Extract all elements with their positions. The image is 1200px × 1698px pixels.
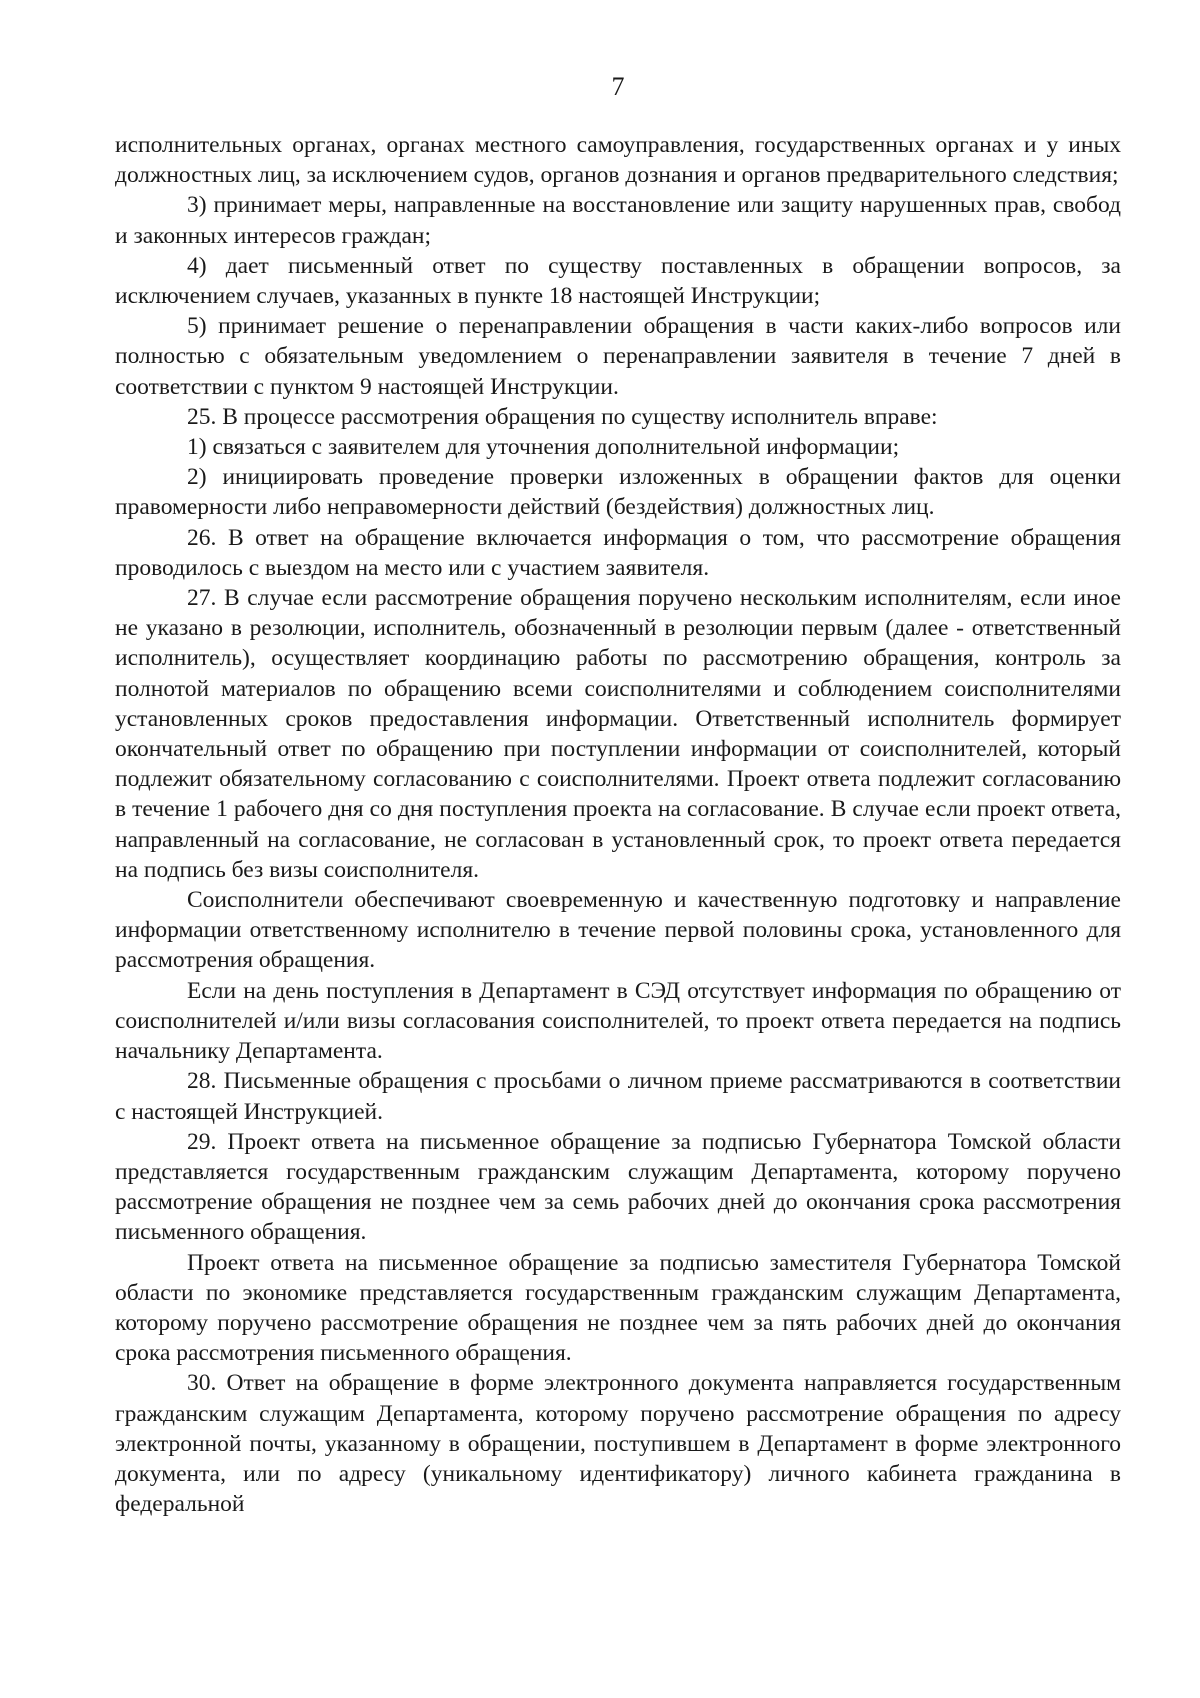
paragraph-clause-25-item-1: 1) связаться с заявителем для уточнения дополнительной информации;	[187, 434, 900, 461]
paragraph-clause-30: 30. Ответ на обращение в форме электронного документа направляется государственным гражданским служащим Департамента, которому поручено рассмотрение обращения по адресу электронной почты, указанному в обращении, поступившем в Департамент в форме электронного документа, или по адресу (уникальному идентификатору) личного кабинета гражданина в федеральной	[115, 1370, 1121, 1518]
paragraph-clause-25: 25. В процессе рассмотрения обращения по существу исполнитель вправе:	[187, 403, 938, 430]
paragraph-clause-28: 28. Письменные обращения с просьбами о личном приеме рассматриваются в соответствии с настоящей Инструкцией.	[115, 1068, 1121, 1125]
paragraph-clause-25-item-2: 2) инициировать проведение проверки изложенных в обращении фактов для оценки правомерности либо неправомерности действий (бездействия) должностных лиц.	[115, 464, 1121, 521]
paragraph-item-4: 4) дает письменный ответ по существу поставленных в обращении вопросов, за исключением случаев, указанных в пункте 18 настоящей Инструкции;	[115, 252, 1121, 310]
paragraph-clause-29: 29. Проект ответа на письменное обращение за подписью Губернатора Томской области представляется государственным гражданским служащим Департамента, которому поручено рассмотрение обращения не позднее чем за семь рабочих дней до окончания срока рассмотрения письменного обращения.	[115, 1128, 1121, 1246]
paragraph-continuation: исполнительных органах, органах местного самоуправления, государственных органах и у иных должностных лиц, за исключением судов, органов дознания и органов предварительного следствия;	[115, 132, 1121, 189]
paragraph-item-5: 5) принимает решение о перенаправлении обращения в части каких-либо вопросов или полностью с обязательным уведомлением о перенаправлении заявителя в течение 7 дней в соответствии с пунктом 9 настоящей Инструкции.	[115, 313, 1121, 400]
paragraph-clause-26: 26. В ответ на обращение включается информация о том, что рассмотрение обращения проводилось с выездом на место или с участием заявителя.	[115, 524, 1121, 581]
paragraph-clause-27: 27. В случае если рассмотрение обращения поручено нескольким исполнителям, если иное не указано в резолюции, исполнитель, обозначенный в резолюции первым (далее - ответственный исполнитель), осуществляет координацию работы по рассмотрению обращения, контроль за полнотой материалов по обращению всеми соисполнителями и соблюдением соисполнителями установленных сроков предоставления информации. Ответственный исполнитель формирует окончательный ответ по обращению при поступлении информации от соисполнителей, который подлежит обязательному согласованию с соисполнителями. Проект ответа подлежит согласованию в течение 1 рабочего дня со дня поступления проекта на согласование. В случае если проект ответа, направленный на согласование, не согласован в установленный срок, то проект ответа передается на подпись без визы соисполнителя.	[115, 585, 1121, 883]
paragraph-deputy-governor: Проект ответа на письменное обращение за подписью заместителя Губернатора Томской области по экономике представляется государственным гражданским служащим Департамента, которому поручено рассмотрение обращения не позднее чем за пять рабочих дней до окончания срока рассмотрения письменного обращения.	[115, 1249, 1121, 1367]
paragraph-coexecutors: Соисполнители обеспечивают своевременную и качественную подготовку и направление информации ответственному исполнителю в течение первой половины срока, установленного для рассмотрения обращения.	[115, 887, 1121, 974]
paragraph-sed-missing-info: Если на день поступления в Департамент в СЭД отсутствует информация по обращению от соисполнителей и/или визы согласования соисполнителей, то проект ответа передается на подпись начальнику Департамента.	[115, 977, 1121, 1065]
document-body	[115, 130, 1121, 1519]
paragraph-item-3: 3) принимает меры, направленные на восстановление или защиту нарушенных прав, свобод и законных интересов граждан;	[115, 192, 1121, 249]
page-number: 7	[611, 72, 625, 101]
